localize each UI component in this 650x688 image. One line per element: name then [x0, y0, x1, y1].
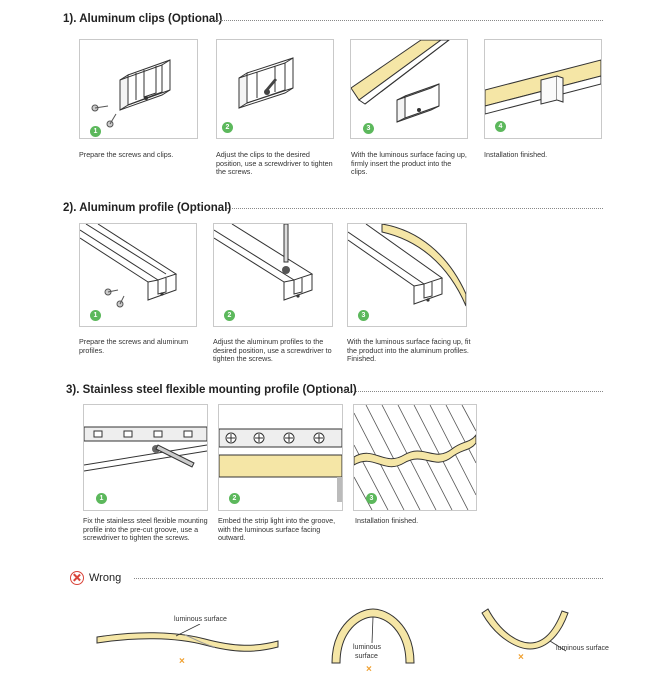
step-1-2-caption: Adjust the clips to the desired position, use a screwdriver to tighten the screws.: [216, 150, 333, 177]
step-2-1-badge: 1: [90, 310, 101, 321]
step-2-3-caption: With the luminous surface facing up, fit the product into the aluminum profiles. Finished.: [347, 337, 471, 364]
step-3-2-image: [218, 404, 343, 511]
section-3-title: 3). Stainless steel flexible mounting profile (Optional): [66, 384, 357, 396]
step-2-2-image: [213, 223, 333, 327]
step-1-4-badge: 4: [495, 121, 506, 132]
step-3-3-caption: Installation finished.: [355, 516, 419, 525]
step-1-3-badge: 3: [363, 123, 374, 134]
step-1-3-caption: With the luminous surface facing up, firmly insert the product into the clips.: [351, 150, 467, 177]
step-1-4-image: [484, 39, 602, 139]
wrong-title: Wrong: [89, 572, 122, 584]
section-2-title: 2). Aluminum profile (Optional): [63, 202, 232, 214]
step-3-3-image: [353, 404, 477, 511]
step-3-3-badge: 3: [366, 493, 377, 504]
step-1-2-image: [216, 39, 334, 139]
step-2-3-image: [347, 223, 467, 327]
step-2-2-badge: 2: [224, 310, 235, 321]
step-2-1-caption: Prepare the screws and aluminum profiles.: [79, 337, 189, 355]
step-2-2-caption: Adjust the aluminum profiles to the desired position, use a screwdriver to tighten the screws.: [213, 337, 332, 364]
step-2-3-badge: 3: [358, 310, 369, 321]
wrong-3-label: luminous surface: [556, 645, 609, 652]
step-3-2-caption: Embed the strip light into the groove, with the luminous surface facing outward.: [218, 516, 336, 543]
wrong-2-label-a: luminous: [353, 644, 382, 651]
wrong-1-cross: ×: [179, 656, 185, 667]
step-1-2-badge: 2: [222, 122, 233, 133]
step-3-1-caption: Fix the stainless steel flexible mounting profile into the pre-cut groove, use a screwdriver to tighten the screws.: [83, 516, 208, 543]
section-1-title: 1). Aluminum clips (Optional): [63, 13, 223, 25]
step-2-1-image: [79, 223, 197, 327]
section-1-divider: [215, 20, 603, 21]
section-3-divider: [341, 391, 603, 392]
step-1-1-caption: Prepare the screws and clips.: [79, 150, 174, 159]
wrong-icon: [70, 571, 84, 585]
step-1-4-caption: Installation finished.: [484, 150, 548, 159]
wrong-2-cross: ×: [366, 664, 372, 675]
wrong-1-pointer: [172, 624, 202, 638]
wrong-2-label-b: surface: [355, 653, 378, 660]
step-1-1-image: [79, 39, 198, 139]
step-1-1-badge: 1: [90, 126, 101, 137]
wrong-1-label: luminous surface: [174, 616, 227, 623]
section-2-divider: [227, 208, 603, 209]
step-3-1-badge: 1: [96, 493, 107, 504]
step-3-2-badge: 2: [229, 493, 240, 504]
wrong-divider: [134, 578, 603, 579]
wrong-3-cross: ×: [518, 652, 524, 663]
step-3-1-image: [83, 404, 208, 511]
step-1-3-image: [350, 39, 468, 139]
